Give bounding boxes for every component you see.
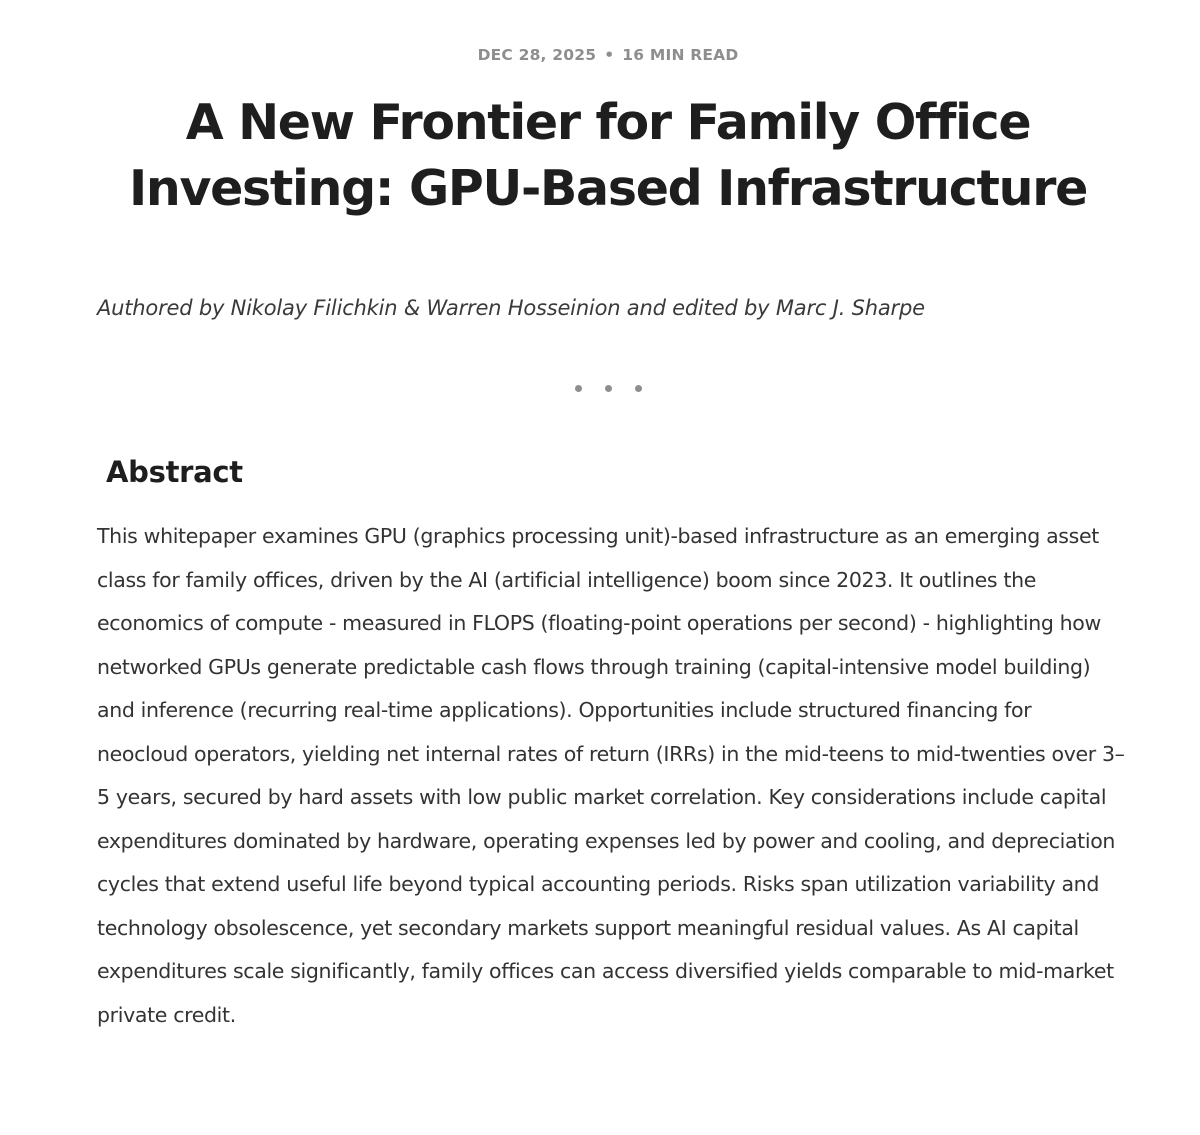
section-divider <box>0 385 1200 395</box>
read-time: 16 MIN READ <box>622 46 739 64</box>
meta-separator: • <box>604 46 615 64</box>
publish-date: DEC 28, 2025 <box>477 46 597 64</box>
article-title: A New Frontier for Family Office Investing: GPU-Based Infrastructure <box>128 94 1088 217</box>
abstract-heading: Abstract <box>106 455 243 489</box>
author-byline: Authored by Nikolay Filichkin & Warren Hosseinion and edited by Marc J. Sharpe <box>97 296 925 320</box>
article-meta <box>0 46 1200 64</box>
abstract-body: This whitepaper examines GPU (graphics processing unit)-based infrastructure as an emerging asset class for family offices, driven by the AI (artificial intelligence) boom since 2023. It outlines the economics of compute - measured in FLOPS (floating-point operations per second) - highlighting how networked GPUs generate predictable cash flows through training (capital-intensive model building) and inference (recurring real-time applications). Opportunities include structured financing for neocloud operators, yielding net internal rates of return (IRRs) in the mid-teens to mid-twenties over 3–5 years, secured by hard assets with low public market correlation. Key considerations include capital expenditures dominated by hardware, operating expenses led by power and cooling, and depreciation cycles that extend useful life beyond typical accounting periods. Risks span utilization variability and technology obsolescence, yet secondary markets support meaningful residual values. As AI capital expenditures scale significantly, family offices can access diversified yields comparable to mid-market private credit. <box>97 524 1125 1027</box>
divider-dot <box>575 385 582 392</box>
divider-dot <box>605 385 612 392</box>
divider-dot <box>635 385 642 392</box>
